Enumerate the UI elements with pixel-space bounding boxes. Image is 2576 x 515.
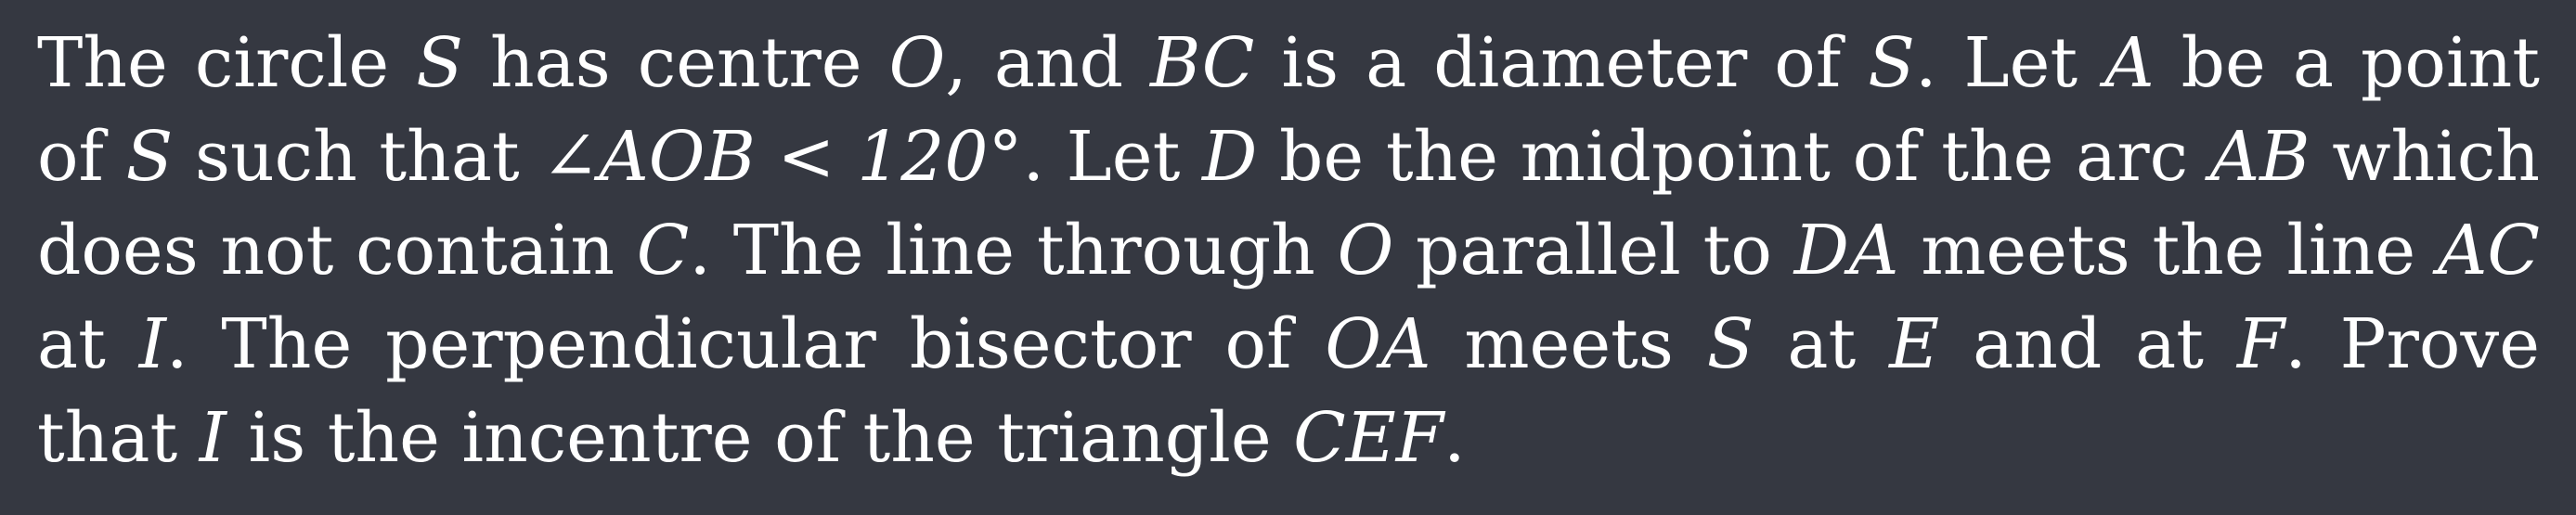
text-run: at	[37, 304, 139, 384]
text-run: . Prove that	[37, 304, 2540, 478]
math-expression: C	[636, 211, 690, 290]
math-expression: AB	[2209, 117, 2311, 197]
text-run: parallel to	[1393, 211, 1794, 290]
math-expression: I	[199, 398, 227, 478]
text-run: .	[1443, 398, 1466, 478]
math-expression: O	[1337, 211, 1394, 290]
math-expression: E	[1889, 304, 1940, 384]
math-expression: I	[138, 304, 166, 384]
math-expression: BC	[1150, 23, 1255, 103]
math-expression: AC	[2437, 211, 2541, 290]
text-run: . The perpendicular bisector of	[166, 304, 1326, 384]
text-run: . Let	[1914, 23, 2105, 103]
text-run: , and	[945, 23, 1151, 103]
math-expression: A	[2104, 23, 2155, 103]
problem-statement	[37, 17, 2540, 485]
text-run: is a diameter of	[1254, 23, 1869, 103]
text-run: meets the line	[1898, 211, 2438, 290]
text-run: has centre	[462, 23, 889, 103]
math-expression: CEF	[1293, 398, 1444, 478]
text-run: at	[1754, 304, 1890, 384]
text-run: which does not contain	[37, 117, 2540, 290]
math-expression: ∠AOB < 120°	[541, 117, 1023, 197]
math-expression: O	[888, 23, 946, 103]
text-run: be the midpoint of the arc	[1257, 117, 2210, 197]
text-run: The circle	[37, 23, 417, 103]
math-expression: DA	[1793, 211, 1899, 290]
text-run: and at	[1939, 304, 2237, 384]
math-expression: OA	[1325, 304, 1431, 384]
math-expression: F	[2236, 304, 2285, 384]
math-expression: S	[125, 117, 174, 197]
math-expression: S	[1706, 304, 1754, 384]
text-run: is the incentre of the triangle	[227, 398, 1294, 478]
math-expression: D	[1202, 117, 1258, 197]
text-run: . Let	[1022, 117, 1202, 197]
text-run: such that	[173, 117, 542, 197]
text-run: meets	[1430, 304, 1707, 384]
math-expression: S	[1868, 23, 1915, 103]
text-run: be a point of	[37, 23, 2541, 197]
math-expression: S	[416, 23, 463, 103]
text-run: . The line through	[689, 211, 1338, 290]
